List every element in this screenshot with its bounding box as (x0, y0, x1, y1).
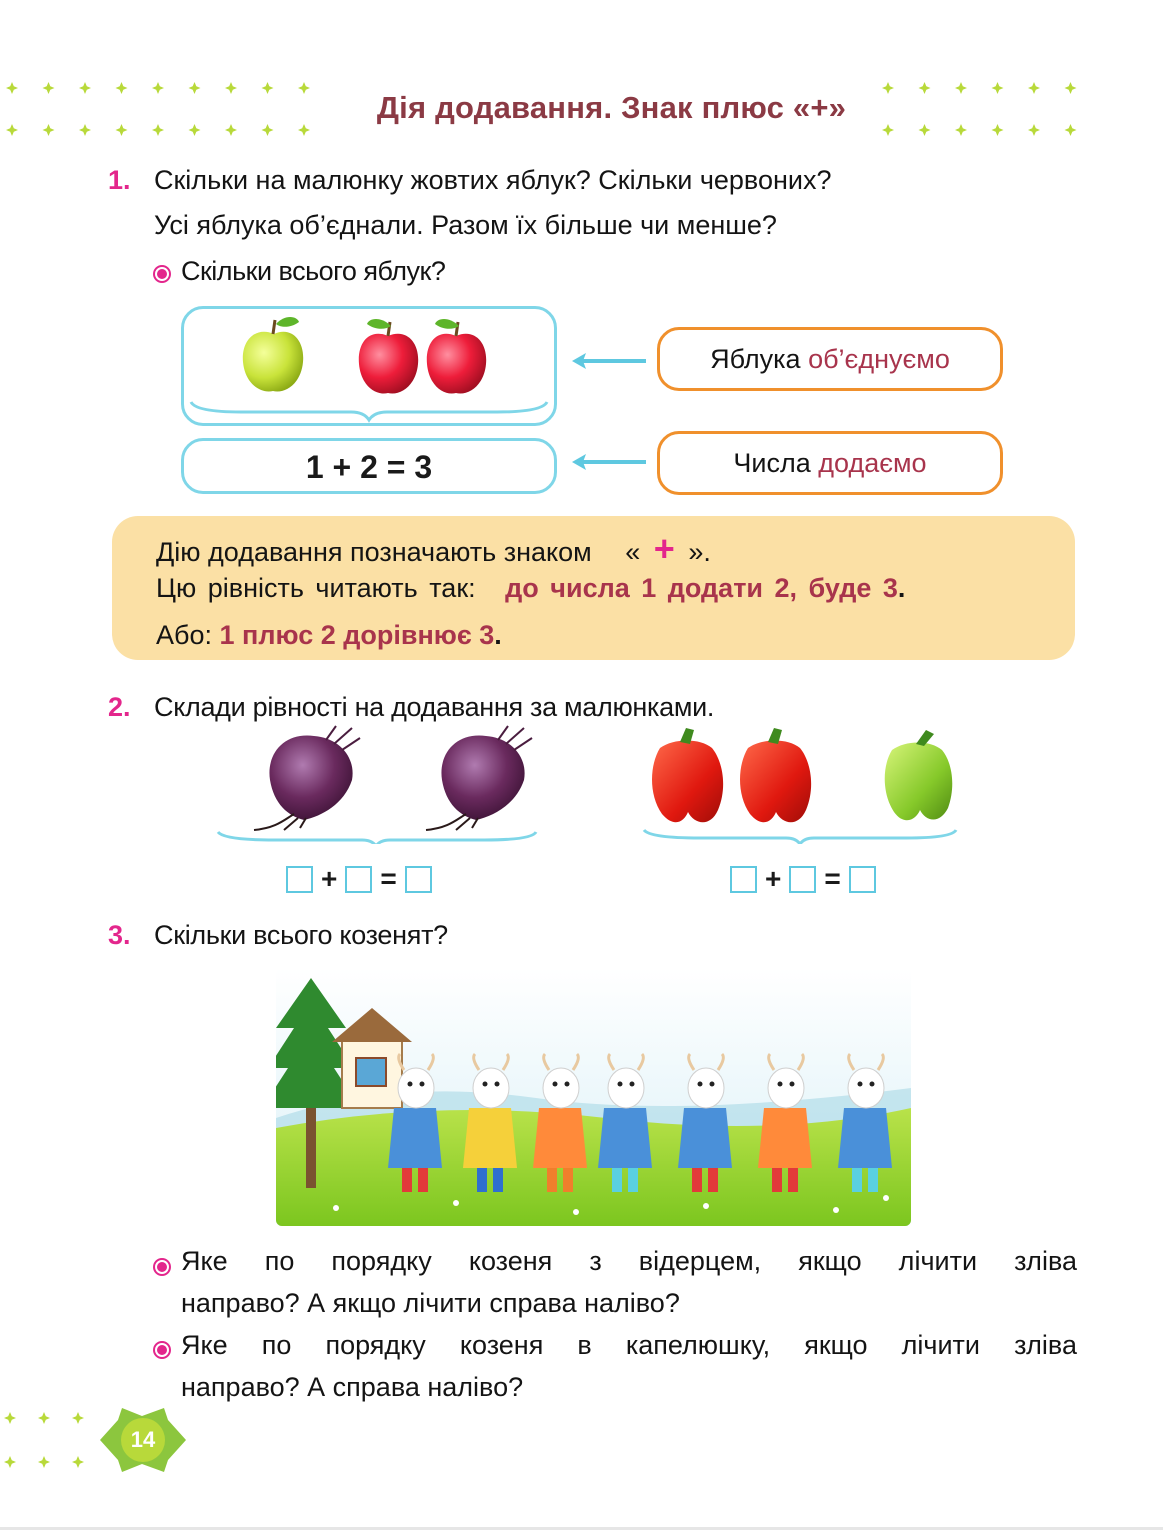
star-icon (38, 1456, 50, 1468)
answer-box[interactable] (345, 866, 372, 893)
label-add-accent: додаємо (818, 448, 927, 478)
plus-sign: + (653, 528, 675, 569)
info-line1 (156, 528, 711, 570)
bullet-icon (155, 267, 169, 281)
red-apple-icon (427, 319, 486, 394)
bullet-icon (155, 1343, 169, 1357)
label-add-plain: Числа (733, 448, 819, 478)
yellow-apple-icon (243, 317, 303, 392)
page-number-badge (98, 1408, 188, 1472)
label-combine-plain: Яблука (710, 344, 809, 374)
info-line2-text: Цю рівність читають так: (156, 573, 476, 603)
task3-text: Скільки всього козенят? (154, 920, 448, 950)
label-combine-accent: об’єднуємо (808, 344, 950, 374)
info-line2 (156, 573, 905, 604)
info-line3-accent: 1 плюс 2 дорівнює 3 (219, 620, 495, 650)
info-line1-text: Дію додавання позначають знаком (156, 537, 592, 567)
task1-line2: Усі яблука об’єднали. Разом їх більше чи менше? (154, 210, 777, 240)
info-line2-accent: до числа 1 додати 2, буде 3 (505, 573, 898, 603)
star-icon (38, 1412, 50, 1424)
task3-q1-line2: направо? А якщо лічити справа наліво? (181, 1288, 680, 1318)
star-icon (72, 1456, 84, 1468)
page-title: Дія додавання. Знак плюс «+» (376, 90, 847, 125)
arrow-left-icon (570, 351, 650, 371)
beet-icon (426, 726, 532, 830)
plus-sign: + (765, 863, 782, 894)
equals-sign: = (824, 863, 841, 894)
page-number: 14 (130, 1427, 156, 1452)
answer-box[interactable] (286, 866, 313, 893)
peppers-picture (640, 724, 960, 844)
task2-text: Склади рівності на додавання за малюнками. (154, 692, 715, 722)
footer-stars (0, 1410, 110, 1470)
info-line3 (156, 620, 502, 651)
peppers-equation (730, 863, 876, 895)
answer-box[interactable] (405, 866, 432, 893)
beets-picture (214, 724, 544, 844)
task1-number: 1. (108, 165, 131, 195)
red-pepper-icon (740, 728, 811, 822)
label-add-numbers (657, 431, 1003, 495)
arrow-left-icon (570, 452, 650, 472)
plus-sign: + (321, 863, 338, 894)
red-pepper-icon (652, 728, 723, 822)
task1-line1: Скільки на малюнку жовтих яблук? Скільки червоних? (154, 165, 832, 195)
star-icon (72, 1412, 84, 1424)
info-line2-end: . (897, 573, 906, 603)
answer-box[interactable] (849, 866, 876, 893)
bullet-icon (155, 1260, 169, 1274)
beets-equation (286, 863, 432, 895)
info-line3-end: . (494, 620, 502, 650)
equals-sign: = (380, 863, 397, 894)
task3-q1-line1: Яке по порядку козеня з відерцем, якщо лічити зліва (181, 1246, 1077, 1276)
task3-q2-line1: Яке по порядку козеня в капелюшку, якщо лічити зліва (181, 1330, 1077, 1360)
task3-number: 3. (108, 920, 131, 950)
green-pepper-icon (885, 730, 953, 820)
task2-number: 2. (108, 692, 131, 722)
red-apple-icon (359, 319, 418, 394)
star-icon (4, 1456, 16, 1468)
info-line1-close: ». (688, 537, 711, 567)
answer-box[interactable] (730, 866, 757, 893)
answer-box[interactable] (789, 866, 816, 893)
equation-box: 1 + 2 = 3 (181, 438, 557, 494)
beet-icon (254, 726, 360, 830)
apples-box (181, 306, 557, 426)
task1-question: Скільки всього яблук? (181, 256, 446, 286)
info-line1-open: « (625, 537, 641, 567)
task3-q2-line2: направо? А справа наліво? (181, 1372, 524, 1402)
goat-kids-picture (276, 968, 911, 1226)
label-combine-apples (657, 327, 1003, 391)
star-icon (4, 1412, 16, 1424)
info-line3-text: Або: (156, 620, 212, 650)
